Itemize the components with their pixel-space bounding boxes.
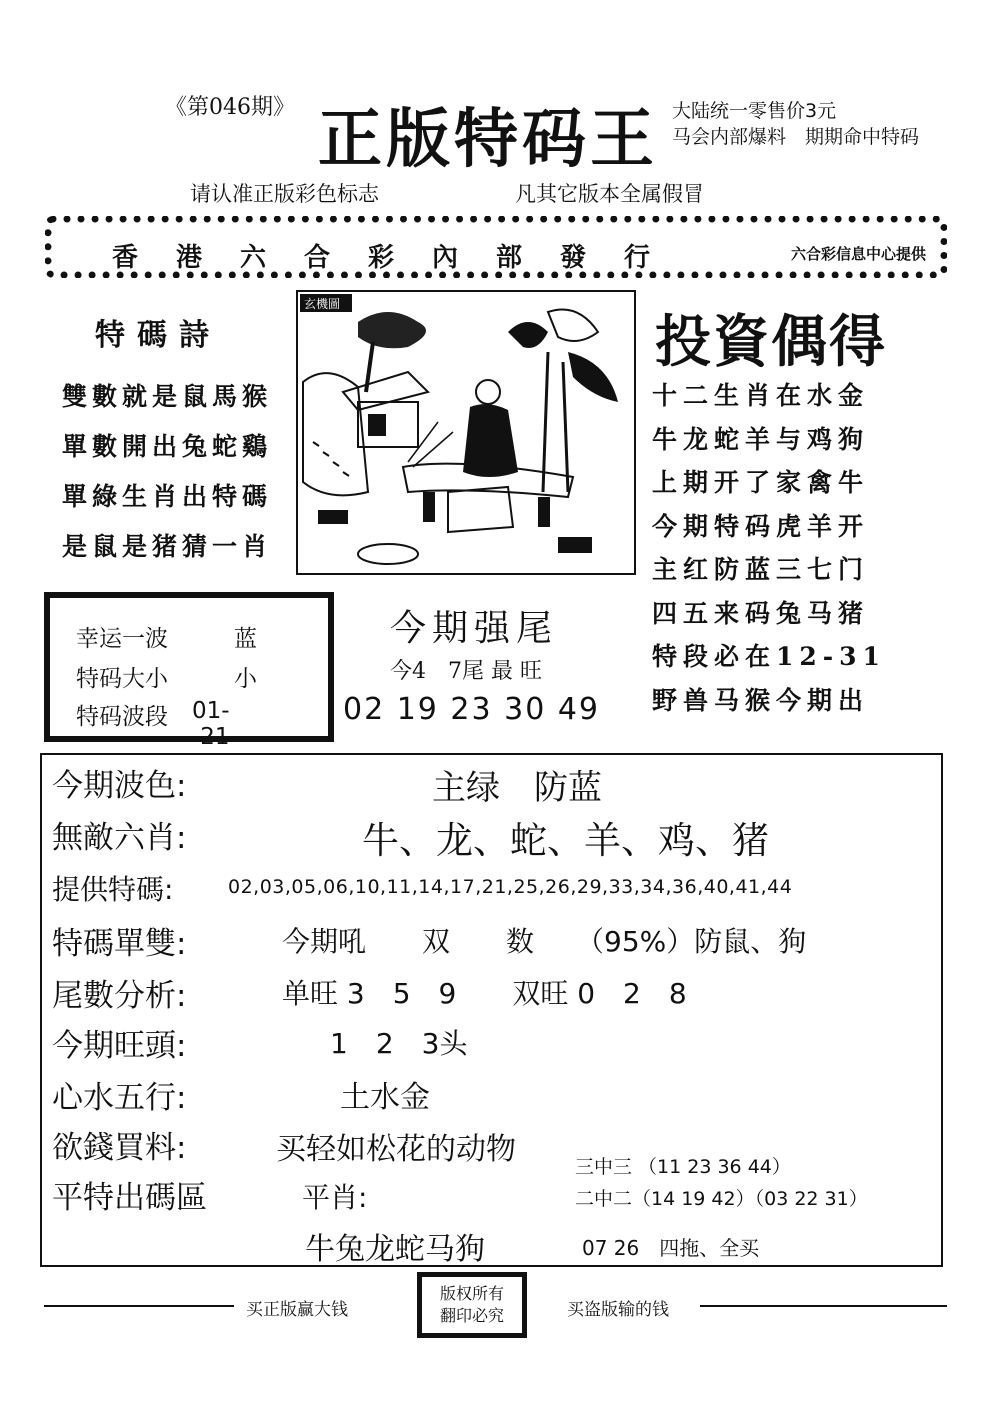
- invest-lines: [652, 374, 886, 722]
- poem-lines: [62, 372, 272, 572]
- counterfeit-note: 凡其它版本全属假冒: [515, 182, 704, 206]
- luck-label: 特码波段: [76, 704, 168, 730]
- invest-line: 牛龙蛇羊与鸡狗: [652, 424, 870, 454]
- invest-line: 四五来码兔马猪: [652, 598, 870, 628]
- authenticity-note: 请认准正版彩色标志: [190, 182, 379, 206]
- poem-line: 是鼠是猪猜一肖: [62, 532, 273, 561]
- issuer-banner: [45, 216, 947, 278]
- scholar-illustration: [298, 292, 634, 573]
- luck-value: 01--21: [192, 698, 230, 750]
- issue-number: 《第046期》: [165, 95, 295, 120]
- poem-line: 單數開出兔蛇鷄: [62, 432, 273, 461]
- luck-label: 幸运一波: [76, 626, 168, 652]
- flat-sub-label: 平肖:: [302, 1181, 368, 1214]
- price-line: 大陆统一零售价3元: [672, 100, 837, 122]
- illustration: [296, 290, 636, 575]
- six-zodiac-value: 牛、龙、蛇、羊、鸡、猪: [362, 819, 769, 862]
- poem-line: 單綠生肖出特碼: [62, 482, 273, 511]
- invest-line: 上期开了家禽牛: [652, 468, 870, 497]
- luck-value: 小: [234, 666, 257, 692]
- poem-line: 雙數就是鼠馬猴: [62, 382, 273, 411]
- page-title: 正版特码王: [318, 102, 658, 177]
- strong-tail-title: 今期强尾: [390, 608, 559, 649]
- color-label: 今期波色:: [52, 768, 187, 804]
- invest-line: 野兽马猴今期出: [652, 685, 870, 715]
- strong-tail-sub: 今4 7尾 最 旺: [390, 659, 542, 684]
- head-value: 1 2 3头: [330, 1027, 468, 1060]
- tail-value: 单旺 3 5 9 双旺 0 2 8: [282, 977, 687, 1010]
- footer-rule-right: [700, 1305, 947, 1307]
- luck-box: [44, 592, 334, 750]
- six-zodiac-label: 無敵六肖:: [52, 820, 187, 856]
- tail-label: 尾數分析:: [52, 978, 187, 1014]
- codes-value: 02,03,05,06,10,11,14,17,21,25,26,29,33,34,36,40,41,44: [228, 876, 793, 898]
- buy-value: 买轻如松花的动物: [276, 1132, 516, 1167]
- invest-line: 主红防蓝三七门: [652, 555, 870, 584]
- luck-row: [76, 660, 257, 693]
- luck-label: 特码大小: [76, 666, 168, 692]
- drag-tip: 07 26 四拖、全买: [582, 1236, 760, 1260]
- copyright-box: [417, 1272, 527, 1338]
- odd-even-label: 特碼單雙:: [52, 926, 187, 962]
- invest-line: 特段必在12-31: [652, 642, 886, 671]
- provider-text: 六合彩信息中心提供: [790, 245, 926, 263]
- luck-value: 蓝: [234, 626, 257, 652]
- two-in-two: 二中二（14 19 42）（03 22 31）: [575, 1188, 868, 1210]
- element-value: 土水金: [340, 1080, 430, 1115]
- strong-tail-numbers: 02 19 23 30 49: [343, 692, 601, 727]
- three-in-three: 三中三 （11 23 36 44）: [575, 1156, 791, 1178]
- invest-line: 今期特码虎羊开: [652, 511, 870, 541]
- head-label: 今期旺頭:: [52, 1028, 187, 1064]
- poem-title: 特碼詩: [95, 318, 221, 353]
- copyright-line: 翻印必究: [439, 1306, 504, 1325]
- invest-title: 投資偶得: [655, 309, 887, 375]
- illustration-stamp: 玄機圖: [304, 297, 341, 311]
- luck-row: [76, 620, 257, 653]
- footer-left-text: 买正版赢大钱: [246, 1300, 348, 1320]
- copyright-line: 版权所有: [439, 1284, 504, 1303]
- color-value: 主绿 防蓝: [432, 768, 602, 808]
- price-info: [672, 98, 919, 150]
- flat-label: 平特出碼區: [52, 1180, 207, 1216]
- luck-row: [76, 698, 230, 750]
- odd-even-value: 今期吼 双 数 （95%）防鼠、狗: [282, 925, 807, 958]
- element-label: 心水五行:: [52, 1080, 187, 1116]
- issuer-text: 香港六合彩內部發行: [112, 243, 689, 273]
- slogan-line: 马会内部爆料 期期命中特码: [672, 126, 920, 148]
- buy-label: 欲錢買料:: [52, 1130, 187, 1166]
- flat-value: 牛兔龙蛇马狗: [305, 1232, 485, 1267]
- footer-rule-left: [44, 1305, 234, 1307]
- codes-label: 提供特碼:: [52, 873, 174, 906]
- footer-right-text: 买盗版输的钱: [567, 1300, 669, 1320]
- invest-line: 十二生肖在水金: [652, 381, 870, 410]
